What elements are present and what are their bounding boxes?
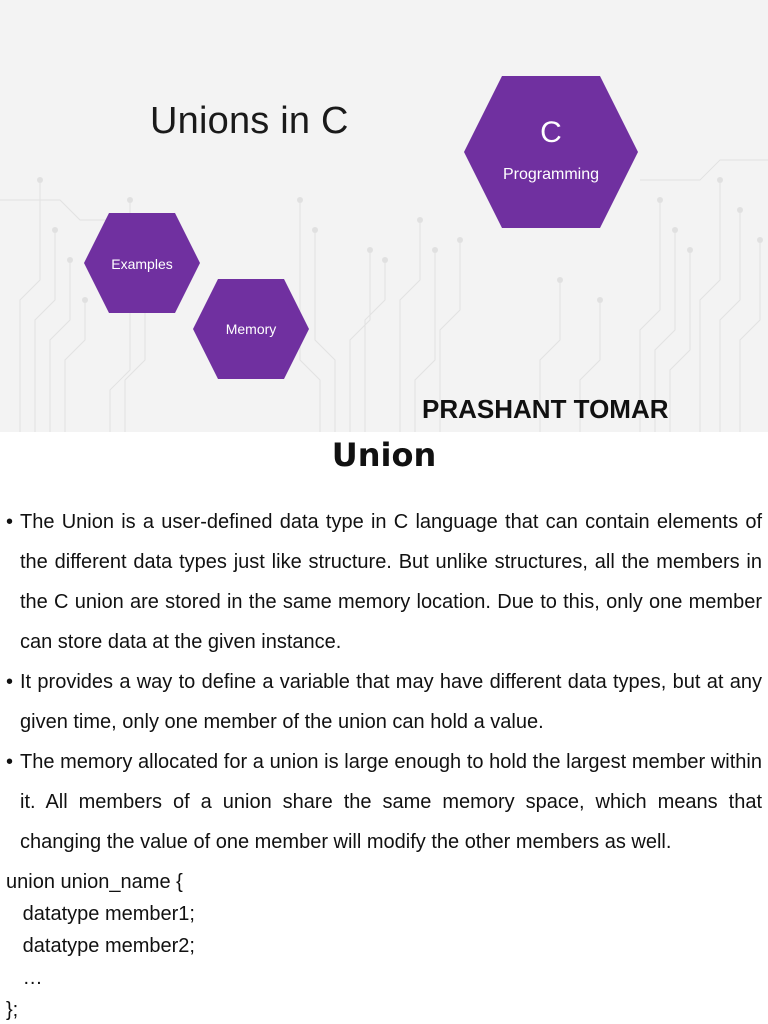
- hexagon-memory-label: Memory: [225, 321, 277, 337]
- slide-title: Unions in C: [150, 100, 349, 142]
- bullet-item: • The Union is a user-defined data type in C language that can contain elements of the different data types just like structure. But unlike structures, all the members in the C union are stored in the same memory location. Due to this, only one member can store data at the given instance.: [6, 502, 762, 662]
- author-name: PRASHANT TOMAR: [422, 394, 669, 424]
- content-slide: [0, 432, 768, 1024]
- hexagon-c-label: C: [540, 116, 562, 149]
- code-line: …: [6, 967, 43, 989]
- bullet-item: • The memory allocated for a union is large enough to hold the largest member within it. All members of a union share the same memory space, which means that changing the value of one member will modify the other members as well.: [6, 742, 762, 862]
- hexagon-examples-label: Examples: [111, 256, 173, 272]
- bullet-item: • It provides a way to define a variable that may have different data types, but at any given time, only one member of the union can hold a value.: [6, 662, 762, 742]
- code-line: datatype member1;: [6, 903, 195, 925]
- hexagon-programming-label: Programming: [502, 166, 600, 183]
- code-line: datatype member2;: [6, 935, 195, 957]
- title-slide: [0, 0, 768, 432]
- code-line: union union_name {: [6, 871, 183, 893]
- c-programming-hexagon: [464, 76, 638, 228]
- content-slide-title: Union: [331, 436, 437, 474]
- code-example: [6, 866, 706, 1024]
- bullet-list: [6, 502, 762, 862]
- memory-hexagon: [193, 279, 309, 379]
- code-line: };: [6, 999, 19, 1021]
- examples-hexagon: [84, 213, 200, 313]
